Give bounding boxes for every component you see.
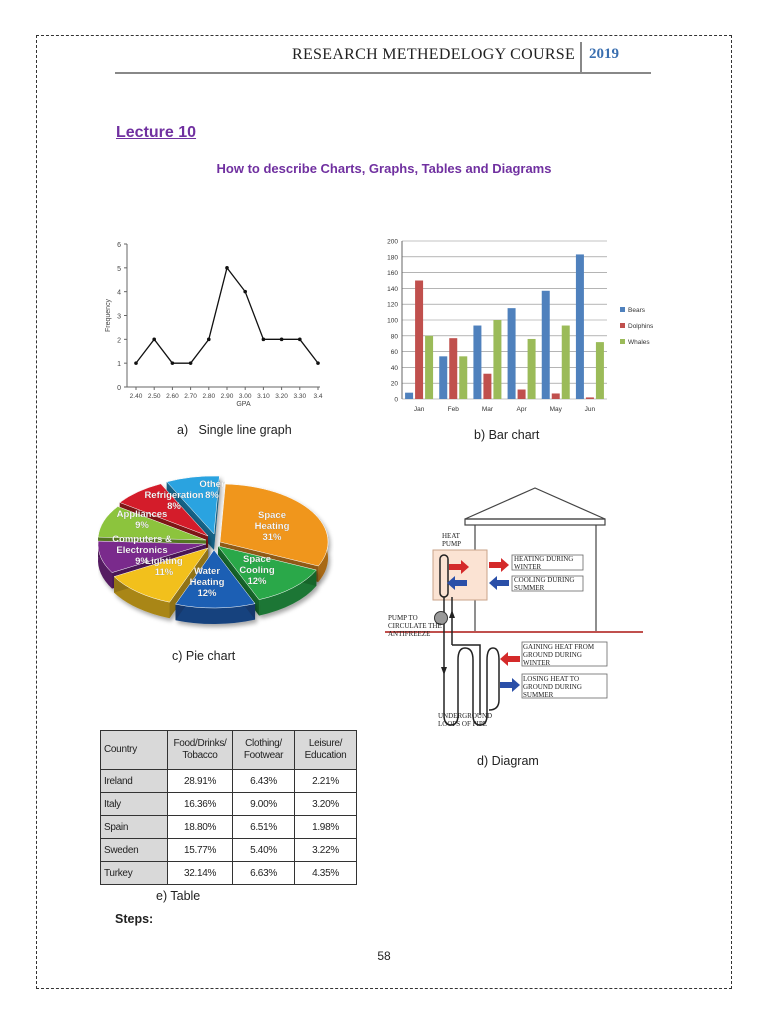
bar-y-tick-label: 120	[387, 301, 398, 309]
bar-dolphins	[449, 338, 457, 399]
bar-bears	[473, 326, 481, 399]
line-y-tick-label: 1	[117, 361, 121, 369]
table-cell-country: Turkey	[101, 862, 168, 885]
table-cell-value: 6.51%	[233, 816, 295, 839]
bar-bears	[542, 291, 550, 399]
line-point	[243, 290, 247, 294]
diagram-label-heat-pump: HEAT PUMP	[442, 532, 462, 548]
legend-label: Whales	[628, 339, 650, 346]
table-cell-value: 16.36%	[168, 793, 233, 816]
bar-whales	[459, 356, 467, 399]
line-point	[298, 338, 302, 342]
line-x-tick-label: 2.60	[166, 393, 179, 400]
bar-x-tick-label: Jun	[584, 406, 596, 413]
house-roof	[465, 488, 605, 519]
pie-chart	[98, 472, 334, 638]
line-y-tick-label: 6	[117, 242, 121, 249]
header-year: 2019	[589, 46, 619, 62]
flow-arrow-up-icon	[449, 610, 455, 618]
legend-label: Bears	[628, 307, 645, 314]
table-cell-value: 28.91%	[168, 770, 233, 793]
table-row	[101, 816, 357, 839]
line-point	[134, 361, 138, 365]
table-col-header: Food/Drinks/ Tobacco	[168, 731, 233, 770]
line-x-axis-label: GPA	[236, 401, 251, 408]
line-point	[262, 338, 266, 342]
gaining-heat-arrow-icon	[500, 652, 520, 666]
bar-x-tick-label: Mar	[481, 406, 494, 413]
table-cell-country: Spain	[101, 816, 168, 839]
table-cell-value: 9.00%	[233, 793, 295, 816]
line-x-tick-label: 2.70	[184, 393, 197, 400]
bar-whales	[562, 326, 570, 399]
diagram-label-cooling-summer: COOLING DURING SUMMER	[514, 576, 575, 592]
line-x-tick-label: 2.50	[147, 393, 161, 400]
bar-bears	[508, 308, 516, 399]
line-x-tick-label: 2.40	[129, 393, 143, 400]
bar-whales	[425, 336, 433, 399]
pie-label: Water Heating 12%	[189, 566, 225, 599]
cooling-summer-arrow-icon	[489, 576, 509, 590]
bar-y-tick-label: 140	[387, 285, 398, 293]
line-point	[171, 361, 175, 365]
pipe-return	[452, 645, 480, 715]
losing-heat-arrow-icon	[500, 678, 520, 692]
line-y-tick-label: 2	[117, 337, 121, 345]
line-x-tick-label: 2.90	[220, 393, 234, 400]
table-cell-value: 2.21%	[295, 770, 357, 793]
bar-bears	[405, 393, 413, 399]
table-cell-country: Italy	[101, 793, 168, 816]
bar-whales	[528, 339, 536, 399]
table-cell-country: Sweden	[101, 839, 168, 862]
bar-y-tick-label: 180	[387, 254, 398, 262]
table-cell-value: 18.80%	[168, 816, 233, 839]
lecture-heading: Lecture 10	[116, 124, 197, 141]
bar-y-tick-label: 60	[390, 349, 398, 357]
caption-line-graph: a) Single line graph	[177, 423, 292, 437]
bar-x-tick-label: Feb	[447, 406, 459, 413]
legend-swatch	[620, 323, 625, 328]
table-cell-value: 6.43%	[233, 770, 295, 793]
pie-label: Lighting 11%	[145, 556, 183, 578]
line-point	[152, 338, 156, 342]
table-row	[101, 770, 357, 793]
line-graph	[100, 232, 330, 417]
line-y-tick-label: 0	[117, 385, 121, 392]
header-separator	[580, 42, 582, 72]
table-cell-value: 3.20%	[295, 793, 357, 816]
data-table	[100, 730, 357, 885]
table-header-row	[101, 731, 357, 770]
line-x-tick-label: 2.80	[202, 393, 216, 400]
table-cell-value: 3.22%	[295, 839, 357, 862]
legend-swatch	[620, 339, 625, 344]
line-y-tick-label: 5	[117, 265, 121, 273]
caption-bar-chart: b) Bar chart	[474, 428, 540, 442]
header-rule	[115, 72, 651, 74]
diagram-label-pump: PUMP TO CIRCULATE THE ANTIFREEZE	[388, 614, 442, 638]
line-y-tick-label: 3	[117, 313, 121, 321]
pie-label: Refrigeration 8%	[144, 490, 204, 512]
heating-winter-arrow-icon	[489, 558, 509, 572]
bar-x-tick-label: May	[549, 406, 562, 413]
heat-pump-box	[433, 550, 487, 600]
steps-heading: Steps:	[115, 912, 154, 926]
bar-y-tick-label: 20	[390, 380, 398, 388]
line-point	[280, 338, 284, 342]
bar-whales	[493, 320, 501, 399]
line-x-tick-label: 3.00	[238, 393, 252, 400]
table-row	[101, 862, 357, 885]
line-point	[316, 361, 320, 365]
bar-y-tick-label: 40	[390, 364, 398, 372]
page-number: 58	[377, 949, 391, 963]
legend-swatch	[620, 307, 625, 312]
bar-dolphins	[518, 390, 526, 399]
line-point	[225, 266, 229, 270]
table-col-header: Clothing/ Footwear	[233, 731, 295, 770]
line-x-tick-label: 3.30	[293, 393, 307, 400]
table-cell-value: 4.35%	[295, 862, 357, 885]
bar-x-tick-label: Jan	[413, 406, 425, 413]
diagram-label-gaining: GAINING HEAT FROM GROUND DURING WINTER	[523, 643, 595, 667]
line-x-tick-label: 3.10	[257, 393, 270, 400]
bar-y-tick-label: 160	[387, 270, 398, 278]
house-eave	[465, 519, 605, 525]
line-y-tick-label: 4	[117, 289, 121, 297]
bar-y-tick-label: 100	[387, 317, 398, 325]
pie-label: Other 8%	[199, 479, 225, 501]
header-title: RESEARCH METHEDELOGY COURSE	[292, 46, 576, 63]
pie-label: Appliances 9%	[116, 509, 168, 531]
table-cell-country: Ireland	[101, 770, 168, 793]
lecture-subtitle: How to describe Charts, Graphs, Tables and Diagrams	[216, 161, 552, 176]
pie-label: Computers & Electronics 9%	[112, 534, 172, 567]
bar-y-tick-label: 0	[394, 396, 398, 404]
table-cell-value: 6.63%	[233, 862, 295, 885]
table-row	[101, 839, 357, 862]
table-cell-value: 1.98%	[295, 816, 357, 839]
bar-y-tick-label: 200	[387, 238, 398, 246]
bar-bears	[576, 254, 584, 399]
bar-dolphins	[415, 281, 423, 400]
diagram-label-loops: UNDERGROUND LOOPS OF PIPE	[438, 712, 493, 728]
table-cell-value: 32.14%	[168, 862, 233, 885]
line-x-tick-label: 3.20	[275, 393, 288, 400]
line-y-axis-label: Frequency	[105, 298, 112, 333]
pie-label: Space Cooling 12%	[239, 554, 275, 587]
diagram-label-losing: LOSING HEAT TO GROUND DURING SUMMER	[523, 675, 582, 699]
line-point	[207, 338, 211, 342]
table-col-header: Leisure/ Education	[295, 731, 357, 770]
caption-diagram: d) Diagram	[477, 754, 539, 768]
line-series	[136, 268, 318, 363]
diagram-label-heating-winter: HEATING DURING WINTER	[514, 555, 574, 571]
bar-x-tick-label: Apr	[516, 406, 527, 413]
caption-table: e) Table	[156, 889, 201, 903]
bar-dolphins	[552, 393, 560, 399]
caption-pie-chart: c) Pie chart	[172, 649, 236, 663]
table-cell-value: 15.77%	[168, 839, 233, 862]
bar-dolphins	[586, 397, 594, 399]
pie-label: Space Heating 31%	[254, 510, 290, 543]
bar-whales	[596, 342, 604, 399]
line-point	[189, 361, 193, 365]
flow-arrow-down-icon	[441, 667, 447, 675]
table-cell-value: 5.40%	[233, 839, 295, 862]
bar-dolphins	[483, 374, 491, 399]
legend-label: Dolphins	[628, 323, 654, 330]
table-col-header: Country	[101, 731, 168, 770]
bar-chart	[370, 233, 670, 423]
data-table-wrapper	[100, 730, 357, 885]
bar-y-tick-label: 80	[390, 333, 398, 341]
bar-bears	[439, 356, 447, 399]
line-x-tick-label: 3.4	[313, 393, 323, 400]
table-row	[101, 793, 357, 816]
